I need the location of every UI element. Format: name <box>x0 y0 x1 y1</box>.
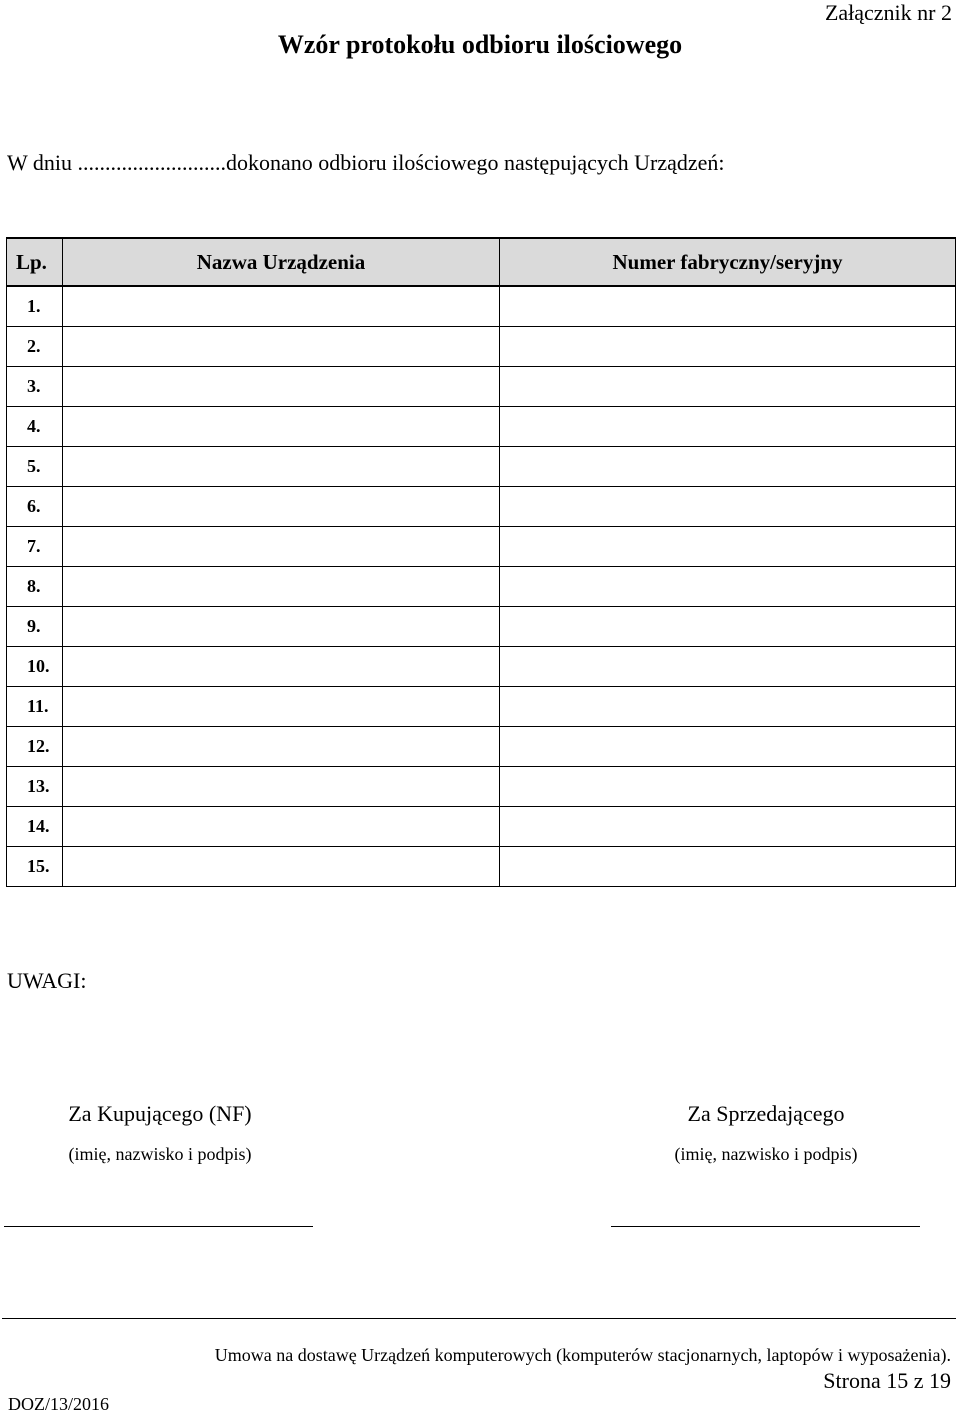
seller-signature-label: Za Sprzedającego <box>687 1101 845 1126</box>
serial-number-cell[interactable] <box>500 727 956 767</box>
device-name-cell[interactable] <box>63 607 500 647</box>
serial-number-cell[interactable] <box>500 607 956 647</box>
row-number: 14. <box>7 807 63 847</box>
row-number: 4. <box>7 407 63 447</box>
serial-number-cell[interactable] <box>500 487 956 527</box>
row-number: 12. <box>7 727 63 767</box>
serial-number-cell[interactable] <box>500 286 956 327</box>
serial-number-cell[interactable] <box>500 527 956 567</box>
row-number: 10. <box>7 647 63 687</box>
column-header-device-name: Nazwa Urządzenia <box>63 238 500 286</box>
table-row <box>7 487 956 527</box>
device-name-cell[interactable] <box>63 286 500 327</box>
device-name-cell[interactable] <box>63 367 500 407</box>
page-number: Strona 15 z 19 <box>823 1368 951 1393</box>
footer-contract-text: Umowa na dostawę Urządzeń komputerowych (komputerów stacjonarnych, laptopów i wyposażenia). <box>214 1345 951 1365</box>
document-title <box>0 30 960 60</box>
seller-signature-block <box>606 1101 926 1165</box>
intro-text: W dniu ...........................dokonano odbioru ilościowego następujących Urządzeń: <box>7 150 725 175</box>
row-number: 11. <box>7 687 63 727</box>
serial-number-cell[interactable] <box>500 367 956 407</box>
buyer-signature-label: Za Kupującego (NF) <box>68 1101 252 1126</box>
column-header-serial-number: Numer fabryczny/seryjny <box>500 238 956 286</box>
row-number: 5. <box>7 447 63 487</box>
table-row <box>7 527 956 567</box>
device-name-cell[interactable] <box>63 327 500 367</box>
row-number: 7. <box>7 527 63 567</box>
device-name-cell[interactable] <box>63 447 500 487</box>
device-name-cell[interactable] <box>63 807 500 847</box>
serial-number-cell[interactable] <box>500 847 956 887</box>
table-row <box>7 687 956 727</box>
document-title-text: Wzór protokołu odbioru ilościowego <box>277 30 683 59</box>
footer-divider <box>2 1318 956 1319</box>
table-row <box>7 847 956 887</box>
table-row <box>7 327 956 367</box>
seller-signature-line <box>611 1226 920 1227</box>
device-name-cell[interactable] <box>63 647 500 687</box>
device-name-cell[interactable] <box>63 407 500 447</box>
document-id: DOZ/13/2016 <box>8 1394 109 1414</box>
device-name-cell[interactable] <box>63 767 500 807</box>
seller-signature-hint: (imię, nazwisko i podpis) <box>674 1144 858 1164</box>
table-row <box>7 647 956 687</box>
serial-number-cell[interactable] <box>500 807 956 847</box>
device-name-cell[interactable] <box>63 567 500 607</box>
serial-number-cell[interactable] <box>500 767 956 807</box>
row-number: 8. <box>7 567 63 607</box>
table-row <box>7 407 956 447</box>
device-name-cell[interactable] <box>63 727 500 767</box>
devices-table <box>6 237 956 887</box>
serial-number-cell[interactable] <box>500 447 956 487</box>
table-row <box>7 727 956 767</box>
serial-number-cell[interactable] <box>500 687 956 727</box>
device-name-cell[interactable] <box>63 527 500 567</box>
remarks-label: UWAGI: <box>7 968 87 993</box>
serial-number-cell[interactable] <box>500 407 956 447</box>
row-number: 1. <box>7 286 63 327</box>
table-row <box>7 767 956 807</box>
table-row <box>7 607 956 647</box>
row-number: 3. <box>7 367 63 407</box>
serial-number-cell[interactable] <box>500 327 956 367</box>
serial-number-cell[interactable] <box>500 647 956 687</box>
table-header-row <box>7 238 956 286</box>
annex-label: Załącznik nr 2 <box>824 0 952 25</box>
buyer-signature-block <box>0 1101 320 1165</box>
table-row <box>7 567 956 607</box>
column-header-lp: Lp. <box>7 238 63 286</box>
row-number: 13. <box>7 767 63 807</box>
row-number: 9. <box>7 607 63 647</box>
row-number: 6. <box>7 487 63 527</box>
table-row <box>7 286 956 327</box>
row-number: 2. <box>7 327 63 367</box>
serial-number-cell[interactable] <box>500 567 956 607</box>
device-name-cell[interactable] <box>63 847 500 887</box>
buyer-signature-line <box>4 1226 313 1227</box>
buyer-signature-hint: (imię, nazwisko i podpis) <box>68 1144 252 1164</box>
table-row <box>7 807 956 847</box>
row-number: 15. <box>7 847 63 887</box>
device-name-cell[interactable] <box>63 687 500 727</box>
table-row <box>7 447 956 487</box>
device-name-cell[interactable] <box>63 487 500 527</box>
table-row <box>7 367 956 407</box>
